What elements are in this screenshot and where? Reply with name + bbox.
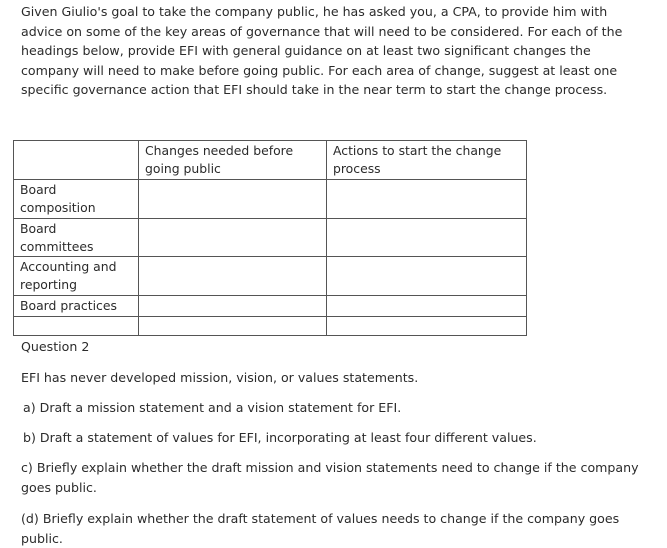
header-actions: Actions to start the change process (327, 141, 527, 180)
table-cell (139, 296, 327, 317)
table-row (14, 180, 527, 219)
table-header-row (14, 141, 527, 180)
table-row (14, 219, 527, 257)
header-changes-needed: Changes needed before going public (139, 141, 327, 180)
table-cell (327, 296, 527, 317)
row-label-board-committees: Board committees (14, 219, 139, 257)
table-cell (327, 180, 527, 219)
question-part-c: c) Briefly explain whether the draft mission and vision statements need to change if the company goes public. (21, 460, 639, 495)
row-label-accounting-reporting: Accounting and reporting (14, 257, 139, 296)
row-label-board-composition: Board composition (14, 180, 139, 219)
question-part-d: (d) Briefly explain whether the draft statement of values needs to change if the company goes public. (21, 511, 620, 546)
question-part-a: a) Draft a mission statement and a vision statement for EFI. (23, 400, 402, 415)
question-statement: EFI has never developed mission, vision, or values statements. (21, 370, 419, 385)
question-part-b: b) Draft a statement of values for EFI, incorporating at least four different values. (23, 430, 537, 445)
table-cell (327, 257, 527, 296)
table-cell (139, 180, 327, 219)
intro-paragraph: Given Giulio's goal to take the company public, he has asked you, a CPA, to provide him with advice on some of the key areas of governance that will need to be considered. For each of the headings below, provide EFI with general guidance on at least two significant changes the company will need to make before going public. For each area of change, suggest at least one specific governance action that EFI should take in the near term to start the change process. (21, 4, 623, 98)
table-cell (327, 219, 527, 257)
table-row (14, 296, 527, 317)
row-label-empty (14, 316, 139, 335)
table-row (14, 257, 527, 296)
table-cell (139, 219, 327, 257)
table-cell (139, 316, 327, 335)
governance-table (13, 140, 527, 336)
table-row (14, 316, 527, 335)
question-title: Question 2 (21, 339, 90, 354)
table-cell (327, 316, 527, 335)
table-cell (139, 257, 327, 296)
header-cell-empty (14, 141, 139, 180)
row-label-board-practices: Board practices (14, 296, 139, 317)
